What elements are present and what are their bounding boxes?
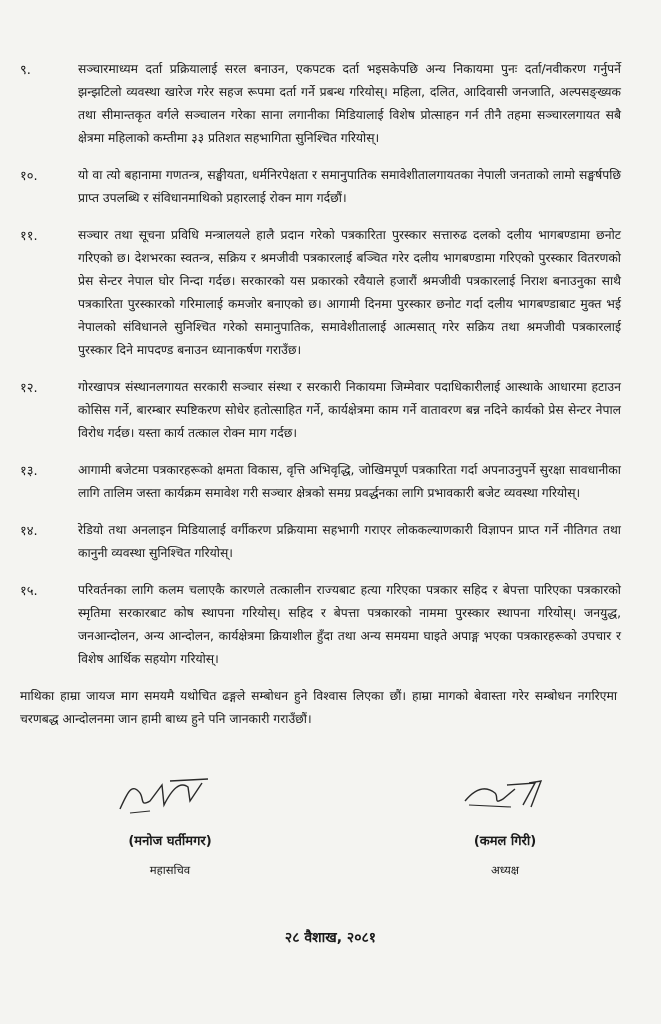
signature-block bbox=[20, 771, 621, 891]
item-text: परिवर्तनका लागि कलम चलाएकै कारणले तत्कालीन राज्यबाट हत्या गरिएका पत्रकार सहिद र बेपत्ता पारिएका पत्रकारको स्मृतिमा सरकारबाट कोष स्थापना गरियोस्। सहिद र बेपत्ता पत्रकारको नाममा पुरस्कार स्थापना गरियोस्। जनयुद्ध, जनआन्दोलन, अन्य आन्दोलन, कार्यक्षेत्रमा क्रियाशील हुँदा तथा अन्य समयमा घाइते अपाङ्ग भएका पत्रकारहरूको उपचार र विशेष आर्थिक सहयोग गरियोस्। bbox=[78, 583, 621, 666]
item-text: यो वा त्यो बहानामा गणतन्त्र, सङ्घीयता, धर्मनिरपेक्षता र समानुपातिक समावेशीतालगायतका नेपाली जनताको लामो सङ्घर्षपछि प्राप्त उपलब्धि र संविधानमाथिको प्रहारलाई रोक्न माग गर्दछौं। bbox=[78, 168, 621, 205]
item-number: १२. bbox=[20, 381, 38, 396]
item-text: गोरखापत्र संस्थानलगायत सरकारी सञ्चार संस्था र सरकारी निकायमा जिम्मेवार पदाधिकारीलाई आस्थाके आधारमा हटाउन कोसिस गर्ने, बारम्बार स्पष्टिकरण सोधेर हतोत्साहित गर्ने, कार्यक्षेत्रमा काम गर्ने वातावरण बन्न नदिने कार्यको प्रेस सेन्टर नेपाल विरोध गर्दछ। यस्ता कार्य तत्काल रोक्न माग गर्दछ। bbox=[78, 380, 621, 440]
list-item bbox=[20, 164, 621, 210]
item-text: सञ्चारमाध्यम दर्ता प्रक्रियालाई सरल बनाउन, एकपटक दर्ता भइसकेपछि अन्य निकायमा पुनः दर्ता/नवीकरण गर्नुपर्ने झन्झटिलो व्यवस्था खारेज गरेर सहज रूपमा दर्ता गर्ने प्रबन्ध गरियोस्। महिला, दलित, आदिवासी जनजाति, अल्पसङ्ख्यक तथा सीमान्तकृत वर्गले सञ्चालन गरेका साना लगानीका मिडियालाई विशेष प्रोत्साहन गर्न तीनै तहमा सञ्चारलगायत सबै क्षेत्रमा महिलाको कम्तीमा ३३ प्रतिशत सहभागिता सुनिश्चित गरियोस्। bbox=[78, 62, 621, 145]
demands-list bbox=[20, 58, 621, 671]
closing-paragraph: माथिका हाम्रा जायज माग समयमै यथोचित ढङ्गले सम्बोधन हुने विश्वास लिएका छौं। हाम्रा मागको बेवास्ता गरेर सम्बोधन नगरिएमा चरणबद्ध आन्दोलनमा जान हामी बाध्य हुने पनि जानकारी गराउँछौं। bbox=[20, 689, 617, 726]
list-item bbox=[20, 224, 621, 362]
signatory-title: अध्यक्ष bbox=[490, 863, 520, 877]
list-item bbox=[20, 579, 621, 671]
item-text: सञ्चार तथा सूचना प्रविधि मन्त्रालयले हालै प्रदान गरेको पत्रकारिता पुरस्कार सत्तारुढ दलको दलीय भागबण्डामा छनोट गरिएको छ। देशभरका स्वतन्त्र, सक्रिय र श्रमजीवी पत्रकारलाई बञ्चित गरेर दलीय भागबण्डामा गरिएको पुरस्कार वितरणको प्रेस सेन्टर नेपाल घोर निन्दा गर्दछ। सरकारको यस प्रकारको रवैयाले हजारौं श्रमजीवी पत्रकारलाई निराश बनाउनुका साथै पत्रकारिता पुरस्कारको गरिमालाई कमजोर बनाएको छ। आगामी दिनमा पुरस्कार छनोट गर्दा दलीय भागबण्डाबाट मुक्त भई नेपालको संविधानले सुनिश्चित गरेको समानुपातिक, समावेशीतालाई आत्मसात् गरेर सक्रिय तथा श्रमजीवी पत्रकारलाई पुरस्कार दिने मापदण्ड बनाउन ध्यानाकर्षण गराउँछ। bbox=[78, 228, 621, 357]
item-number: ११. bbox=[20, 229, 38, 244]
item-number: १४. bbox=[20, 524, 38, 539]
item-number: १३. bbox=[20, 464, 38, 479]
signatory-name: (मनोज घर्तीमगर) bbox=[128, 834, 212, 849]
list-item bbox=[20, 519, 621, 565]
item-number: १५. bbox=[20, 584, 38, 599]
signature-mark-left bbox=[110, 771, 230, 821]
item-number: ९. bbox=[20, 63, 31, 78]
signatory-left bbox=[80, 771, 260, 878]
signatory-title: महासचिव bbox=[149, 863, 191, 877]
list-item bbox=[20, 58, 621, 150]
list-item bbox=[20, 459, 621, 505]
document-date: २८ वैशाख, २०८१ bbox=[284, 930, 377, 946]
signature-mark-right bbox=[445, 771, 565, 821]
item-text: रेडियो तथा अनलाइन मिडियालाई वर्गीकरण प्रक्रियामा सहभागी गराएर लोककल्याणकारी विज्ञापन प्राप्त गर्ने नीतिगत तथा कानुनी व्यवस्था सुनिश्चित गरियोस्। bbox=[78, 523, 621, 560]
item-text: आगामी बजेटमा पत्रकारहरूको क्षमता विकास, वृत्ति अभिवृद्धि, जोखिमपूर्ण पत्रकारिता गर्दा अपनाउनुपर्ने सुरक्षा सावधानीका लागि तालिम जस्ता कार्यक्रम समावेश गरी सञ्चार क्षेत्रको समग्र प्रवर्द्धनका लागि प्रभावकारी बजेट व्यवस्था गरियोस्। bbox=[78, 463, 621, 500]
signatory-right bbox=[415, 771, 595, 878]
list-item bbox=[20, 376, 621, 445]
signatory-name: (कमल गिरी) bbox=[473, 834, 537, 849]
item-number: १०. bbox=[20, 169, 38, 184]
